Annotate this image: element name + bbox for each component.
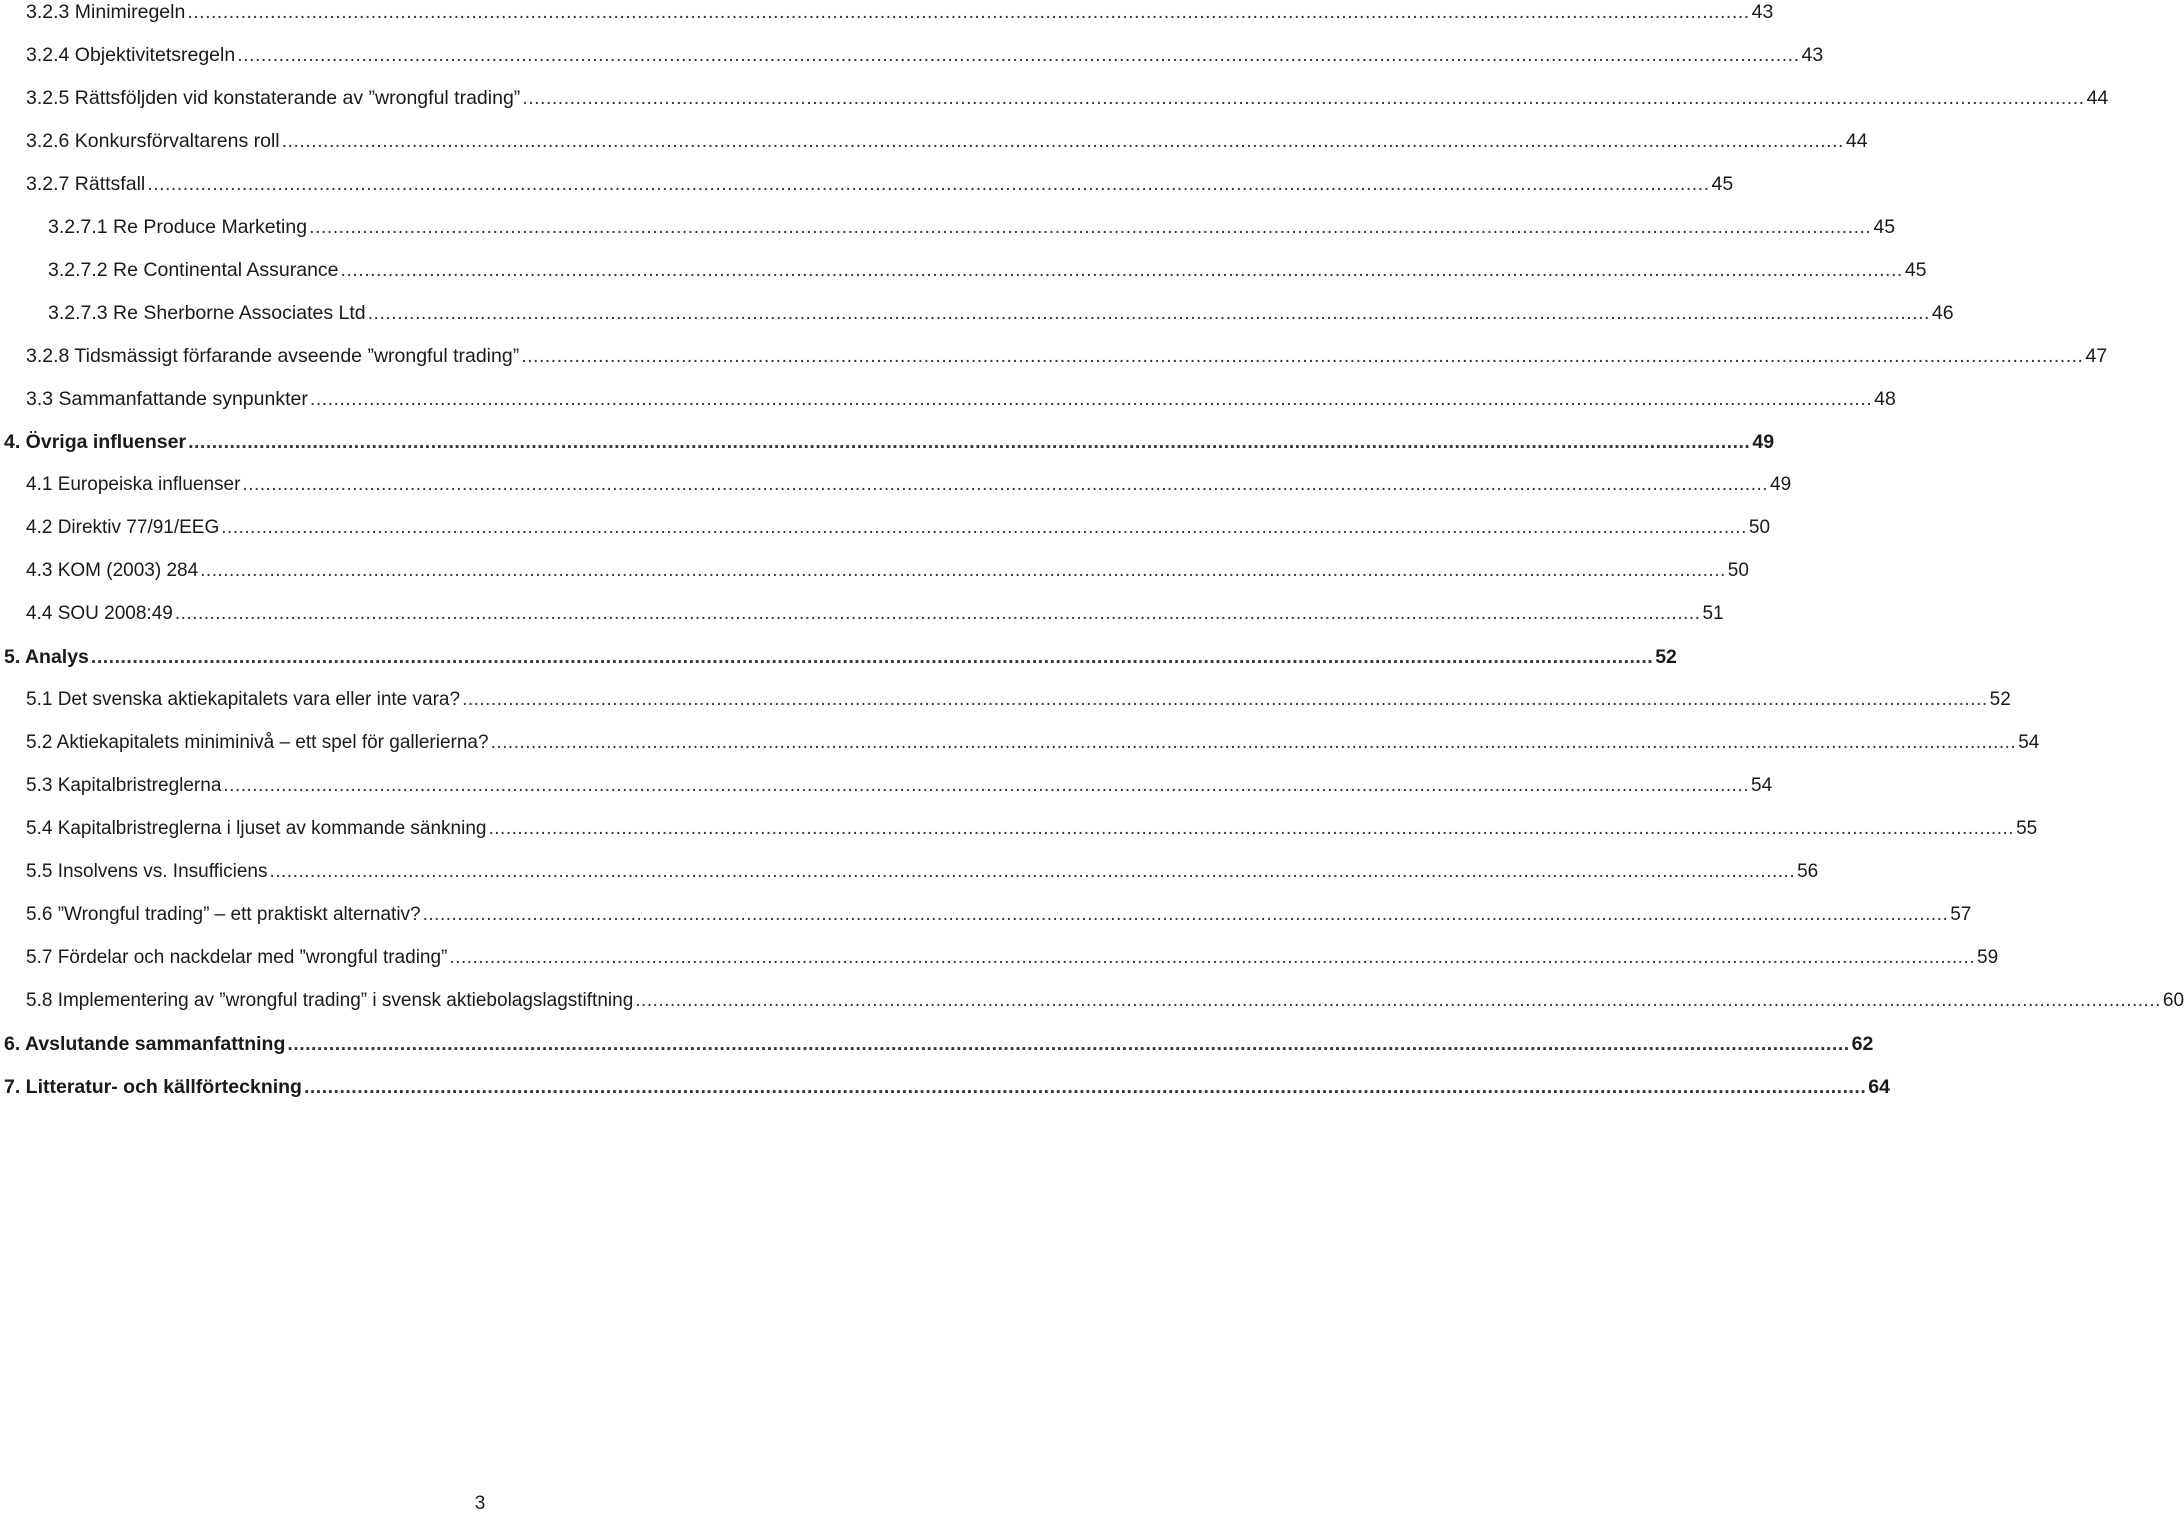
toc-page-number: 50 xyxy=(1748,517,1771,538)
toc-entry-title: 3.2.7 Rättsfall xyxy=(26,173,146,195)
dot-leader: ........................................................................................................................................................................................................................................................................ xyxy=(200,560,1726,581)
toc-page-number: 62 xyxy=(1851,1033,1874,1055)
toc-page-number: 46 xyxy=(1931,302,1954,324)
toc-entry-5-8[interactable] xyxy=(26,986,2184,1016)
toc-page-number: 64 xyxy=(1868,1076,1890,1098)
toc-entry-3-2-5[interactable] xyxy=(26,83,2109,113)
toc-entry-3-2-3[interactable] xyxy=(26,0,1774,27)
dot-leader: ........................................................................................................................................................................................................................................................................ xyxy=(521,345,2084,367)
toc-page-number: 45 xyxy=(1904,259,1927,281)
toc-page-number: 55 xyxy=(2016,818,2038,839)
dot-leader: ........................................................................................................................................................................................................................................................................ xyxy=(281,130,1844,152)
toc-entry-4-3[interactable] xyxy=(26,556,1749,586)
toc-page-number: 54 xyxy=(1751,775,1773,796)
toc-page-number: 52 xyxy=(1989,689,2011,710)
toc-entry-3-2-7-1[interactable] xyxy=(48,212,1896,242)
toc-entry-title: 3.2.6 Konkursförvaltarens roll xyxy=(26,130,280,152)
toc-page-number: 59 xyxy=(1977,947,1999,968)
dot-leader: ........................................................................................................................................................................................................................................................................ xyxy=(221,517,1747,538)
dot-leader: ........................................................................................................................................................................................................................................................................ xyxy=(488,818,2015,839)
toc-page-number: 52 xyxy=(1655,646,1677,668)
toc-entry-title: 4. Övriga influenser xyxy=(4,431,187,453)
dot-leader: ........................................................................................................................................................................................................................................................................ xyxy=(237,44,1800,66)
toc-page-number: 43 xyxy=(1751,1,1774,23)
toc-entry-title: 5.6 ”Wrongful trading” – ett praktiskt alternativ? xyxy=(26,904,421,925)
toc-entry-4-2[interactable] xyxy=(26,513,1771,543)
toc-entry-6[interactable] xyxy=(4,1029,1874,1059)
toc-entry-5-7[interactable] xyxy=(26,943,1999,973)
toc-entry-title: 5.5 Insolvens vs. Insufficiens xyxy=(26,861,268,882)
toc-entry-title: 5. Analys xyxy=(4,646,89,668)
toc-entry-7[interactable] xyxy=(4,1072,1890,1102)
toc-entry-title: 3.2.7.3 Re Sherborne Associates Ltd xyxy=(48,302,366,324)
toc-entry-4-1[interactable] xyxy=(26,470,1792,500)
dot-leader: ........................................................................................................................................................................................................................................................................ xyxy=(449,947,1975,968)
toc-entry-3-2-7-3[interactable] xyxy=(48,298,1954,328)
toc-page-number: 56 xyxy=(1797,861,1819,882)
dot-leader: ........................................................................................................................................................................................................................................................................ xyxy=(147,173,1710,195)
dot-leader: ........................................................................................................................................................................................................................................................................ xyxy=(635,990,2161,1011)
dot-leader: ........................................................................................................................................................................................................................................................................ xyxy=(287,1033,1850,1055)
dot-leader: ........................................................................................................................................................................................................................................................................ xyxy=(223,775,1749,796)
toc-entry-3-2-4[interactable] xyxy=(26,40,1824,70)
toc-page-number: 51 xyxy=(1702,603,1724,624)
toc-entry-5-1[interactable] xyxy=(26,685,2011,715)
toc-entry-title: 3.2.3 Minimiregeln xyxy=(26,1,186,23)
toc-entry-title: 4.2 Direktiv 77/91/EEG xyxy=(26,517,220,538)
toc-entry-4[interactable] xyxy=(4,427,1775,457)
toc-entry-title: 3.2.8 Tidsmässigt förfarande avseende ”wrongful trading” xyxy=(26,345,520,367)
dot-leader: ........................................................................................................................................................................................................................................................................ xyxy=(242,474,1769,495)
toc-entry-title: 3.2.7.1 Re Produce Marketing xyxy=(48,216,308,238)
toc-entry-title: 4.3 KOM (2003) 284 xyxy=(26,560,199,581)
toc-page-number: 60 xyxy=(2162,990,2184,1011)
toc-page-number: 47 xyxy=(2085,345,2108,367)
toc-page-number: 45 xyxy=(1873,216,1896,238)
toc-page-number: 54 xyxy=(2018,732,2040,753)
toc-entry-title: 6. Avslutande sammanfattning xyxy=(4,1033,286,1055)
toc-entry-title: 5.4 Kapitalbristreglerna i ljuset av kommande sänkning xyxy=(26,818,487,839)
toc-entry-5-3[interactable] xyxy=(26,771,1773,801)
toc-entry-title: 3.2.5 Rättsföljden vid konstaterande av ”wrongful trading” xyxy=(26,87,521,109)
toc-entry-title: 5.2 Aktiekapitalets miniminivå – ett spel för gallerierna? xyxy=(26,732,489,753)
toc-entry-title: 3.2.4 Objektivitetsregeln xyxy=(26,44,236,66)
dot-leader: ........................................................................................................................................................................................................................................................................ xyxy=(309,216,1872,238)
toc-entry-title: 3.3 Sammanfattande synpunkter xyxy=(26,388,308,410)
toc-page-number: 50 xyxy=(1727,560,1749,581)
toc-entry-title: 4.4 SOU 2008:49 xyxy=(26,603,173,624)
dot-leader: ........................................................................................................................................................................................................................................................................ xyxy=(490,732,2017,753)
toc-page-number: 44 xyxy=(1845,130,1868,152)
toc-entry-5-2[interactable] xyxy=(26,728,2040,758)
toc-entry-title: 5.7 Fördelar och nackdelar med ”wrongful trading” xyxy=(26,947,448,968)
toc-entry-3-3[interactable] xyxy=(26,384,1896,414)
dot-leader: ........................................................................................................................................................................................................................................................................ xyxy=(188,431,1751,453)
toc-entry-5-4[interactable] xyxy=(26,814,2038,844)
toc-page-number: 49 xyxy=(1770,474,1792,495)
toc-entry-5-5[interactable] xyxy=(26,857,1819,887)
dot-leader: ........................................................................................................................................................................................................................................................................ xyxy=(462,689,1988,710)
page-number: 3 xyxy=(474,1493,486,1514)
toc-entry-3-2-6[interactable] xyxy=(26,126,1868,156)
toc-entry-5[interactable] xyxy=(4,642,1677,672)
dot-leader: ........................................................................................................................................................................................................................................................................ xyxy=(174,603,1701,624)
toc-page-number: 49 xyxy=(1752,431,1775,453)
dot-leader: ........................................................................................................................................................................................................................................................................ xyxy=(309,388,1873,410)
dot-leader: ........................................................................................................................................................................................................................................................................ xyxy=(303,1076,1867,1098)
toc-page-number: 45 xyxy=(1711,173,1734,195)
dot-leader: ........................................................................................................................................................................................................................................................................ xyxy=(269,861,1796,882)
toc-page-number: 44 xyxy=(2086,87,2109,109)
toc-entry-title: 7. Litteratur- och källförteckning xyxy=(4,1076,302,1098)
dot-leader: ........................................................................................................................................................................................................................................................................ xyxy=(90,646,1654,668)
toc-entry-5-6[interactable] xyxy=(26,900,1972,930)
toc-entry-4-4[interactable] xyxy=(26,599,1724,629)
toc-entry-title: 5.8 Implementering av ”wrongful trading” i svensk aktiebolagslagstiftning xyxy=(26,990,634,1011)
toc-entry-title: 3.2.7.2 Re Continental Assurance xyxy=(48,259,339,281)
toc-entry-title: 4.1 Europeiska influenser xyxy=(26,474,241,495)
toc-page-number: 48 xyxy=(1874,388,1896,410)
dot-leader: ........................................................................................................................................................................................................................................................................ xyxy=(187,1,1750,23)
dot-leader: ........................................................................................................................................................................................................................................................................ xyxy=(340,259,1903,281)
toc-page-number: 43 xyxy=(1801,44,1824,66)
toc-page-number: 57 xyxy=(1950,904,1972,925)
toc-entry-3-2-8[interactable] xyxy=(26,341,2108,371)
toc-entry-3-2-7-2[interactable] xyxy=(48,255,1927,285)
toc-entry-title: 5.1 Det svenska aktiekapitalets vara eller inte vara? xyxy=(26,689,461,710)
dot-leader: ........................................................................................................................................................................................................................................................................ xyxy=(522,87,2085,109)
toc-entry-3-2-7[interactable] xyxy=(26,169,1734,199)
toc-entry-title: 5.3 Kapitalbristreglerna xyxy=(26,775,222,796)
dot-leader: ........................................................................................................................................................................................................................................................................ xyxy=(367,302,1930,324)
dot-leader: ........................................................................................................................................................................................................................................................................ xyxy=(422,904,1949,925)
